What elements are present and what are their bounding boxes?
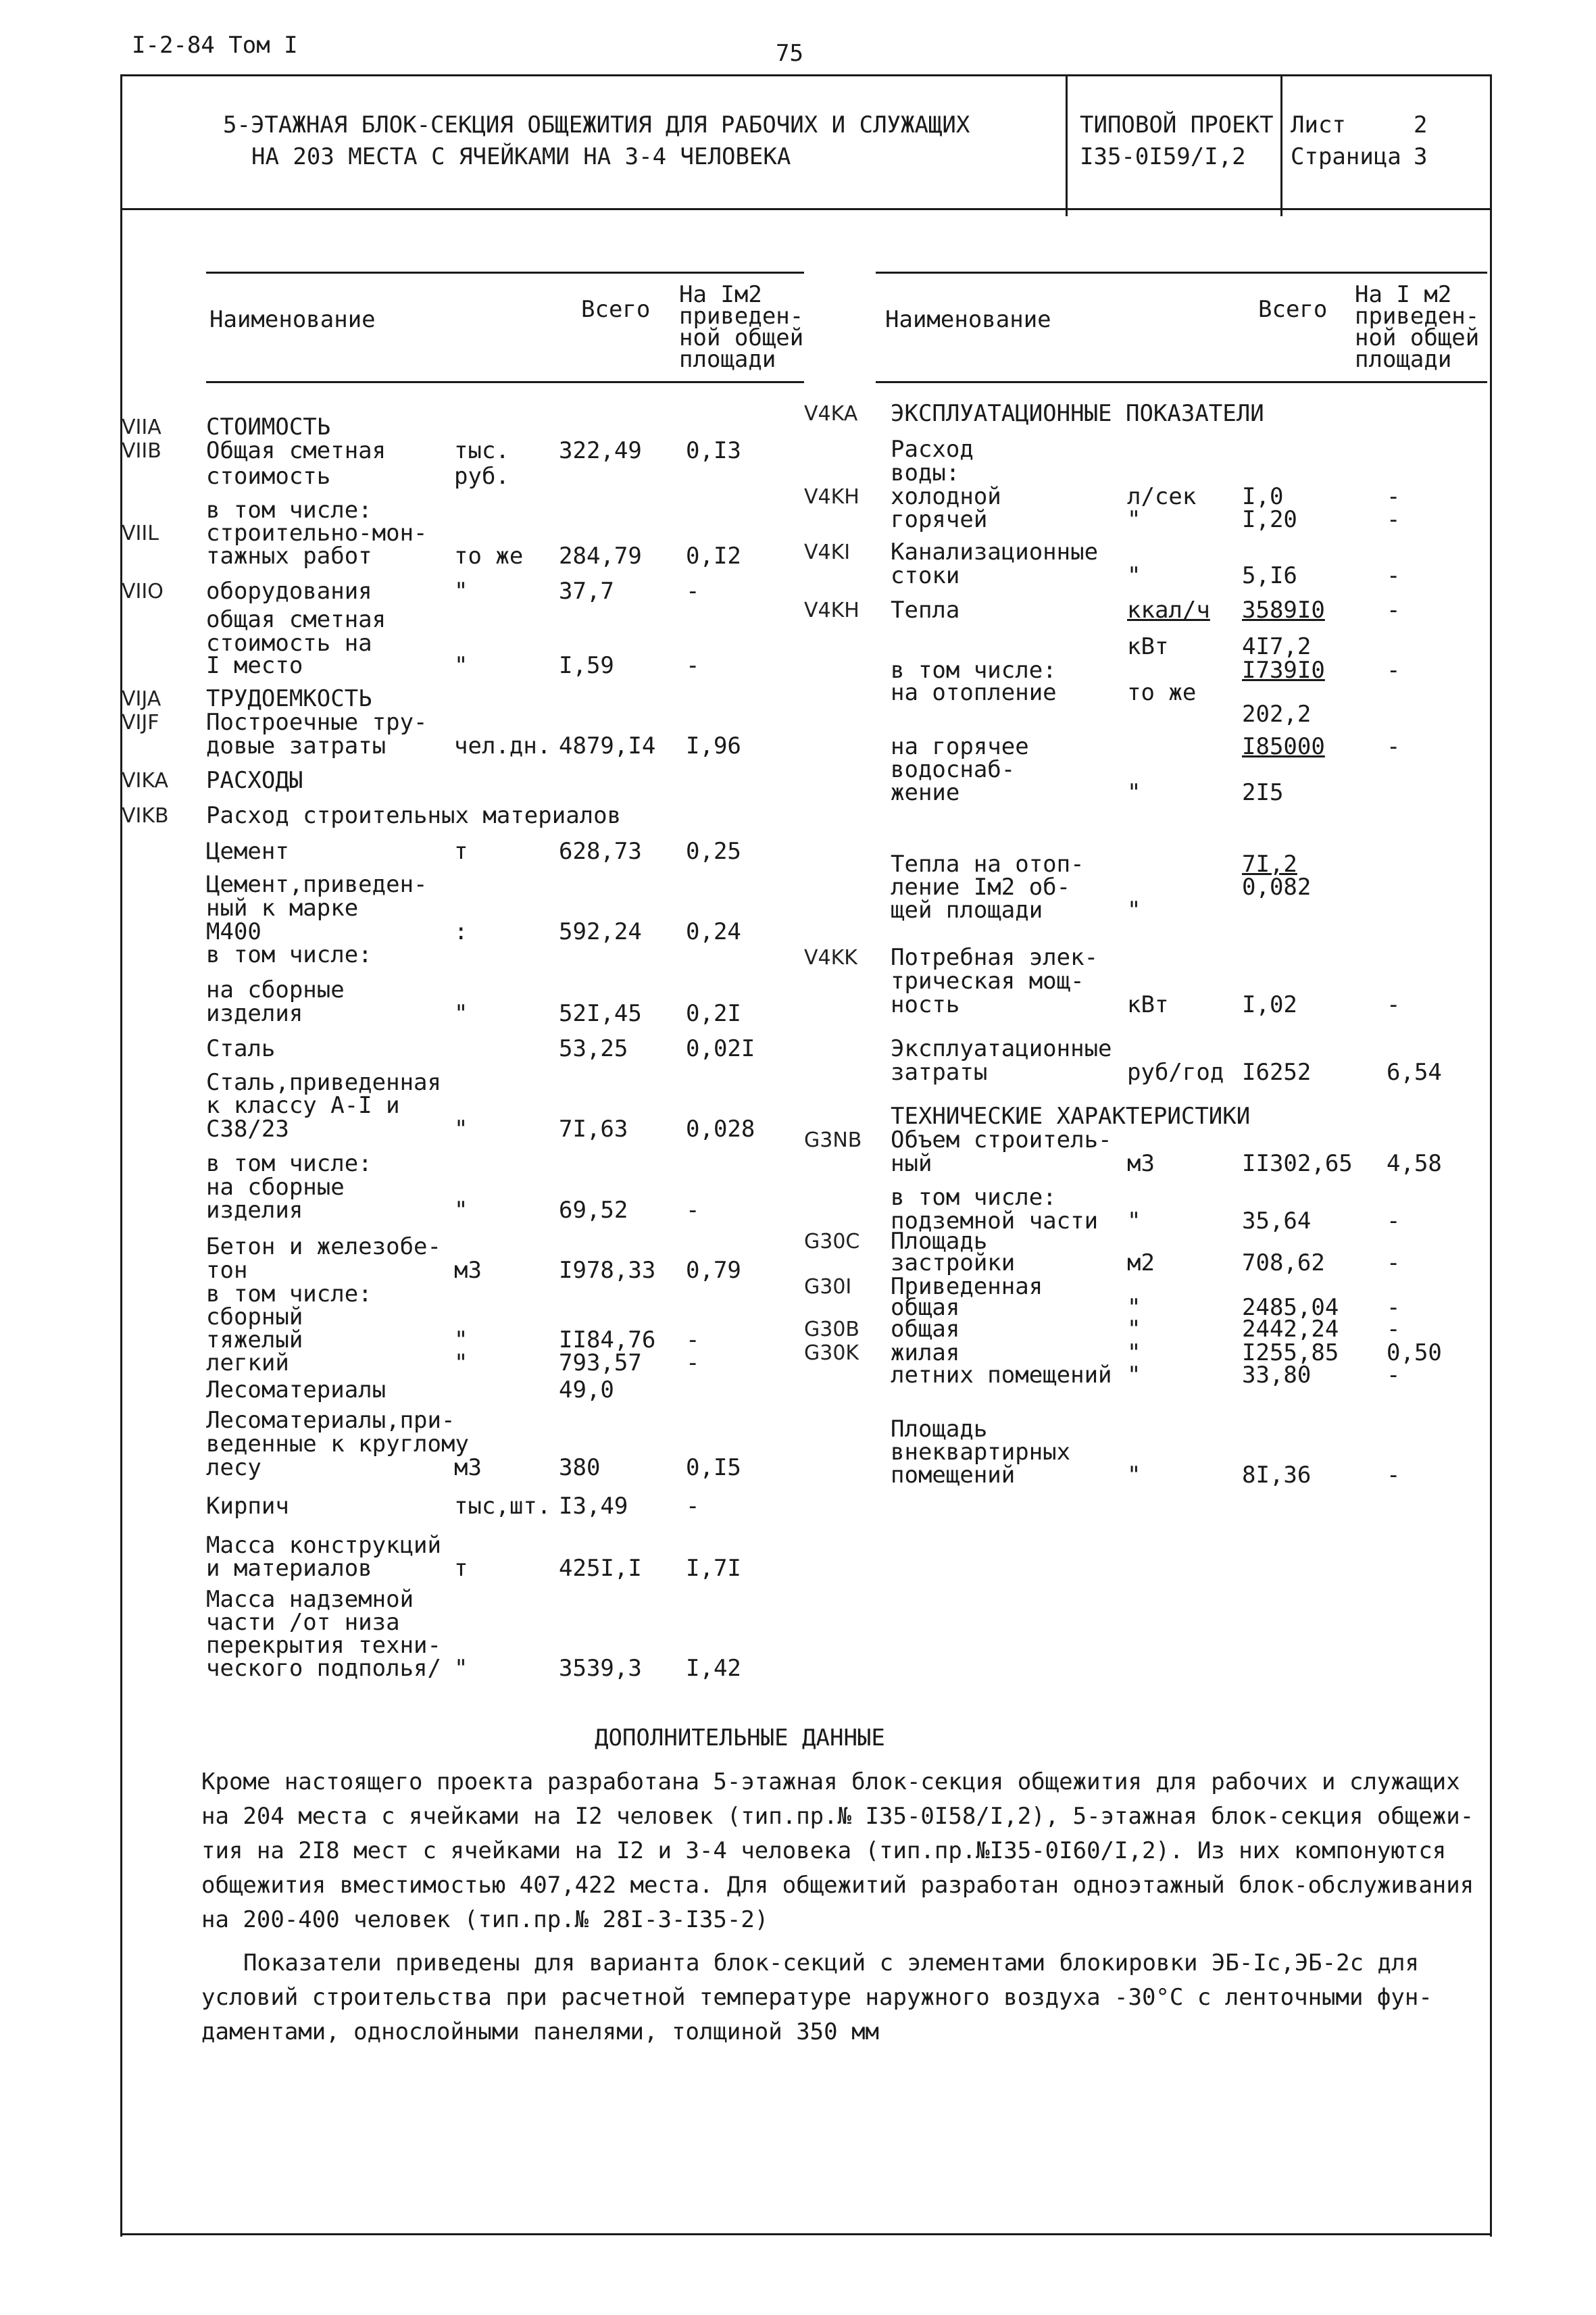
left-table-cell-per: 0,2I: [686, 1000, 741, 1027]
left-table-cell-name: Лесоматериалы,при-: [206, 1407, 455, 1434]
left-table-cell-per: I,42: [686, 1655, 741, 1682]
right-table-cell-per: 0,50: [1387, 1339, 1442, 1366]
left-header-total: Всего: [581, 296, 651, 323]
left-table-cell-name: РАСХОДЫ: [206, 767, 303, 794]
right-table-cell-per: 4,58: [1387, 1150, 1442, 1177]
right-table-cell-total: 35,64: [1242, 1208, 1312, 1235]
right-table-cell-unit: ": [1127, 1339, 1141, 1366]
left-table-cell-unit: тыс,шт.: [454, 1493, 551, 1520]
right-table-cell-name: внеквартирных: [891, 1439, 1071, 1466]
right-table-cell-total: 2442,24: [1242, 1316, 1339, 1343]
left-table-cell-name: Общая сметная: [206, 437, 386, 464]
left-table-cell-total: 284,79: [559, 543, 642, 570]
left-table-cell-name: изделия: [206, 1000, 303, 1027]
right-table-cell-code: V4KH: [804, 599, 859, 622]
left-table-cell-per: I,96: [686, 732, 741, 760]
left-table-cell-name: в том числе:: [206, 941, 372, 968]
left-table-cell-code: VIIO: [122, 580, 164, 603]
left-table-cell-name: довые затраты: [206, 732, 386, 760]
right-table-cell-per: -: [1387, 597, 1401, 624]
right-table-cell-total: 708,62: [1242, 1249, 1325, 1276]
right-table-cell-name: холодной: [891, 483, 1001, 510]
right-header-name: Наименование: [885, 306, 1051, 333]
right-table-cell-total: I,20: [1242, 506, 1297, 533]
sheet-label: Лист: [1291, 111, 1346, 139]
right-table-cell-per: -: [1387, 733, 1401, 760]
additional-heading: ДОПОЛНИТЕЛЬНЫЕ ДАННЫЕ: [595, 1724, 885, 1751]
left-table-cell-per: -: [686, 1197, 700, 1224]
left-table-cell-name: I место: [206, 652, 303, 679]
right-table-cell-unit: ": [1127, 1362, 1141, 1389]
left-table-cell-per: 0,02I: [686, 1035, 755, 1062]
left-table-cell-unit: ": [454, 1349, 468, 1376]
project-number: I35-0I59/I,2: [1080, 143, 1246, 170]
paragraph-line: на 200-400 человек (тип.пр.№ 28I-3-I35-2): [201, 1906, 769, 1933]
right-table-cell-total: 5,I6: [1242, 562, 1297, 589]
right-table-cell-code: G30C: [804, 1230, 860, 1253]
left-table-cell-per: 0,25: [686, 838, 741, 865]
right-table-cell-per: -: [1387, 506, 1401, 533]
right-table-cell-name: Тепла на отоп-: [891, 851, 1084, 878]
left-table-cell-total: I3,49: [559, 1493, 628, 1520]
right-table-cell-name: ный: [891, 1150, 932, 1177]
right-table-cell-name: трическая мощ-: [891, 968, 1084, 995]
left-table-cell-per: 0,I2: [686, 543, 741, 570]
right-table-cell-name: в том числе:: [891, 657, 1057, 684]
right-table-cell-per: -: [1387, 1362, 1401, 1389]
right-table-cell-total: I85000: [1242, 733, 1325, 760]
right-table-cell-per: -: [1387, 1316, 1401, 1343]
left-header-per-m2: [679, 281, 804, 373]
right-table-cell-total: I,02: [1242, 991, 1297, 1018]
left-table-cell-name: перекрытия техни-: [206, 1632, 441, 1659]
right-table-cell-code: G30B: [804, 1318, 860, 1341]
left-table-cell-unit: то же: [454, 543, 524, 570]
left-table-cell-total: 628,73: [559, 838, 642, 865]
left-table-cell-total: 37,7: [559, 578, 614, 605]
left-table-cell-total: 793,57: [559, 1349, 642, 1376]
left-table-cell-unit: чел.дн.: [454, 732, 551, 760]
left-table-cell-name: Масса конструкций: [206, 1532, 441, 1559]
left-table-cell-name: Сталь: [206, 1035, 276, 1062]
right-table-cell-total: 3589I0: [1242, 597, 1325, 624]
right-table-cell-code: V4KA: [804, 402, 858, 426]
left-table-cell-total: 380: [559, 1454, 601, 1481]
left-table-cell-name: оборудования: [206, 578, 372, 605]
left-table-cell-unit: ": [454, 1000, 468, 1027]
right-table-cell-total: 2I5: [1242, 779, 1284, 806]
right-table-cell-total: 33,80: [1242, 1362, 1312, 1389]
right-table-cell-name: щей площади: [891, 897, 1043, 924]
project-label: ТИПОВОЙ ПРОЕКТ: [1080, 111, 1274, 139]
left-table-cell-name: на сборные: [206, 1174, 345, 1201]
right-table-cell-name: общая: [891, 1316, 960, 1343]
left-table-cell-total: I978,33: [559, 1257, 656, 1284]
left-table-cell-code: VIIA: [122, 416, 161, 439]
left-table-cell-total: 4879,I4: [559, 732, 656, 760]
left-table-cell-unit: м3: [454, 1454, 482, 1481]
left-table-cell-code: VIIL: [122, 522, 159, 545]
right-table-cell-total: I255,85: [1242, 1339, 1339, 1366]
right-table-cell-unit: м3: [1127, 1150, 1155, 1177]
right-table-cell-unit: ": [1127, 1294, 1141, 1321]
right-header-per-m2: [1355, 281, 1480, 373]
right-table-cell-per: -: [1387, 991, 1401, 1018]
right-table-cell-total: I,0: [1242, 483, 1284, 510]
page-border-left: [120, 74, 122, 2237]
right-table-cell-unit: ": [1127, 1462, 1141, 1489]
left-table-cell-unit: т: [454, 1555, 468, 1582]
right-table-cell-total: 4I7,2: [1242, 633, 1312, 660]
left-table-cell-total: 53,25: [559, 1035, 628, 1062]
left-table-cell-per: 0,24: [686, 918, 741, 945]
right-table-cell-name: горячей: [891, 506, 988, 533]
left-table-cell-total: 3539,3: [559, 1655, 642, 1682]
left-table-cell-per: -: [686, 578, 700, 605]
left-table-cell-total: 69,52: [559, 1197, 628, 1224]
left-table-cell-per: 0,I3: [686, 437, 741, 464]
right-table-cell-per: -: [1387, 1208, 1401, 1235]
left-table-cell-name: сборный: [206, 1303, 303, 1330]
left-table-cell-total: 425I,I: [559, 1555, 642, 1582]
right-header-per-m2-line-2: приведен-: [1355, 303, 1480, 330]
right-table-cell-per: -: [1387, 562, 1401, 589]
page-label: Страница: [1291, 143, 1401, 170]
right-table-cell-name: Приведенная: [891, 1273, 1043, 1300]
right-table-cell-per: -: [1387, 657, 1401, 684]
left-table-cell-name: ный к марке: [206, 895, 359, 922]
right-header-per-m2-line-3: ной общей: [1355, 324, 1480, 351]
left-table-cell-name: в том числе:: [206, 1150, 372, 1177]
right-table-cell-unit: м2: [1127, 1249, 1155, 1276]
left-table-cell-per: 0,028: [686, 1116, 755, 1143]
left-table-cell-name: Цемент,приведен-: [206, 871, 428, 898]
right-table-cell-unit: л/сек: [1127, 483, 1197, 510]
right-table-cell-name: Канализационные: [891, 539, 1099, 566]
left-table-cell-name: ТРУДОЕМКОСТЬ: [206, 685, 372, 712]
left-table-cell-total: 592,24: [559, 918, 642, 945]
right-table-cell-per: -: [1387, 1249, 1401, 1276]
left-table-cell-name: ческого подполья/: [206, 1655, 441, 1682]
right-table-cell-unit: ккал/ч: [1127, 597, 1210, 624]
left-table-cell-name: части /от низа: [206, 1609, 400, 1636]
right-table-cell-name: воды:: [891, 459, 960, 487]
left-table-cell-per: 0,I5: [686, 1454, 741, 1481]
right-table-cell-name: стоки: [891, 562, 960, 589]
left-table-cell-name: строительно-мон-: [206, 520, 428, 547]
right-table-cell-name: Площадь: [891, 1416, 988, 1443]
left-table-cell-name: стоимость на: [206, 630, 372, 657]
right-table-cell-code: V4KI: [804, 541, 851, 564]
left-table-cell-name: С38/23: [206, 1116, 289, 1143]
right-table-cell-name: Площадь: [891, 1228, 988, 1255]
right-table-cell-code: V4KK: [804, 946, 857, 970]
left-table-cell-total: II84,76: [559, 1326, 656, 1353]
left-table-cell-total: 7I,63: [559, 1116, 628, 1143]
left-table-cell-unit: ": [454, 652, 468, 679]
left-table-cell-per: -: [686, 1349, 700, 1376]
paragraph-line: общежития вместимостью 407,422 места. Для общежитий разработан одноэтажный блок-обслуживания: [201, 1872, 1474, 1899]
right-table-cell-code: G30K: [804, 1341, 859, 1365]
left-table-cell-unit: т: [454, 838, 468, 865]
left-table-cell-unit: м3: [454, 1257, 482, 1284]
paragraph-line: на 204 места с ячейками на I2 человек (тип.пр.№ I35-0I58/I,2), 5-этажная блок-секция общежи-: [201, 1803, 1474, 1830]
left-table-cell-name: общая сметная: [206, 606, 386, 633]
left-table-cell-unit: ": [454, 1197, 468, 1224]
left-table-cell-per: -: [686, 652, 700, 679]
left-header-per-m2-line-1: На Iм2: [679, 281, 762, 308]
right-header-per-m2-line-1: На I м2: [1355, 281, 1452, 308]
left-table-cell-total: 52I,45: [559, 1000, 642, 1027]
right-table-cell-per: -: [1387, 1462, 1401, 1489]
left-table-cell-unit: ": [454, 1655, 468, 1682]
page-value: 3: [1414, 143, 1428, 170]
right-table-cell-name: помещений: [891, 1462, 1016, 1489]
right-table-cell-name: застройки: [891, 1249, 1016, 1276]
right-table-cell-name: Тепла: [891, 597, 960, 624]
right-table-cell-name: затраты: [891, 1059, 988, 1086]
right-table-cell-name: общая: [891, 1294, 960, 1321]
left-table-cell-per: 0,79: [686, 1257, 741, 1284]
right-header-per-m2-line-4: площади: [1355, 346, 1452, 373]
left-table-cell-name: М400: [206, 918, 261, 945]
paragraph-line: условий строительства при расчетной температуре наружного воздуха -30°С с ленточными фун-: [201, 1984, 1432, 2011]
left-table-cell-name: тажных работ: [206, 543, 372, 570]
left-table-cell-name: Расход строительных материалов: [206, 802, 622, 829]
right-table-cell-name: ность: [891, 991, 960, 1018]
right-table-cell-code: G30I: [804, 1275, 852, 1299]
left-table-cell-name: Цемент: [206, 838, 289, 865]
right-table-cell-name: ТЕХНИЧЕСКИЕ ХАРАКТЕРИСТИКИ: [891, 1103, 1251, 1130]
right-table-cell-name: в том числе:: [891, 1184, 1057, 1211]
left-table-cell-name: СТОИМОСТЬ: [206, 414, 331, 441]
left-table-cell-per: -: [686, 1326, 700, 1353]
right-table-cell-name: Объем строитель-: [891, 1126, 1112, 1153]
left-table-cell-unit: тыс.: [454, 437, 509, 464]
left-table-cell-code: VIJA: [122, 687, 161, 711]
left-table-cell-total: 49,0: [559, 1376, 614, 1403]
right-table-cell-per: -: [1387, 483, 1401, 510]
right-table-cell-unit: ": [1127, 562, 1141, 589]
left-table-cell-total: 322,49: [559, 437, 642, 464]
right-table-cell-per: 6,54: [1387, 1059, 1442, 1086]
left-table-cell-code: VIKB: [122, 804, 169, 828]
left-table-cell-code: VIJF: [122, 711, 159, 735]
page-border-right: [1490, 74, 1492, 2237]
right-table-cell-total: I6252: [1242, 1059, 1312, 1086]
paragraph-line: тия на 2I8 мест с ячейками на I2 и 3-4 человека (тип.пр.№I35-0I60/I,2). Из них компонуются: [201, 1837, 1447, 1864]
left-table-cell-name: Кирпич: [206, 1493, 289, 1520]
page-number: 75: [776, 40, 803, 67]
left-table-cell-name: легкий: [206, 1349, 289, 1376]
right-table-cell-name: ЭКСПЛУАТАЦИОННЫЕ ПОКАЗАТЕЛИ: [891, 400, 1264, 427]
left-table-cell-name: в том числе:: [206, 497, 372, 524]
left-table-cell-name: Сталь,приведенная: [206, 1069, 441, 1096]
sheet-value: 2: [1414, 111, 1428, 139]
left-table-cell-per: -: [686, 1493, 700, 1520]
right-table-cell-unit: ": [1127, 1208, 1141, 1235]
right-table-cell-total: I739I0: [1242, 657, 1325, 684]
left-table-cell-name: Лесоматериалы: [206, 1376, 386, 1403]
right-table-cell-total: 0,082: [1242, 874, 1312, 901]
right-table-cell-name: жилая: [891, 1339, 960, 1366]
right-table-cell-total: 202,2: [1242, 701, 1312, 728]
right-header-total: Всего: [1258, 296, 1328, 323]
left-header-name: Наименование: [209, 306, 376, 333]
right-table-cell-unit: ": [1127, 506, 1141, 533]
left-table-cell-unit: ": [454, 1116, 468, 1143]
left-table-cell-name: и материалов: [206, 1555, 372, 1582]
left-header-per-m2-line-2: приведен-: [679, 303, 804, 330]
document-title-line-1: 5-ЭТАЖНАЯ БЛОК-СЕКЦИЯ ОБЩЕЖИТИЯ ДЛЯ РАБОЧИХ И СЛУЖАЩИХ: [223, 111, 970, 139]
left-table-cell-name: тяжелый: [206, 1326, 303, 1353]
left-table-cell-name: тон: [206, 1257, 248, 1284]
right-table-cell-unit: ": [1127, 1316, 1141, 1343]
page-border-bottom: [120, 2233, 1492, 2235]
document-title-line-2: НА 203 МЕСТА С ЯЧЕЙКАМИ НА 3-4 ЧЕЛОВЕКА: [251, 143, 791, 170]
left-table-cell-name: Бетон и железобе-: [206, 1233, 441, 1260]
right-table-cell-unit: то же: [1127, 679, 1197, 706]
left-table-cell-name: лесу: [206, 1454, 261, 1481]
left-header-per-m2-line-4: площади: [679, 346, 776, 373]
right-table-cell-unit: ": [1127, 897, 1141, 924]
right-table-cell-name: жение: [891, 779, 960, 806]
left-header-per-m2-line-3: ной общей: [679, 324, 804, 351]
right-table-cell-code: V4KH: [804, 485, 859, 509]
left-table-cell-code: VIKA: [122, 769, 169, 793]
right-table-cell-code: G3NB: [804, 1128, 862, 1152]
right-table-cell-total: 2485,04: [1242, 1294, 1339, 1321]
right-table-cell-name: водоснаб-: [891, 756, 1016, 783]
right-table-cell-name: Эксплуатационные: [891, 1035, 1112, 1062]
left-table-cell-name: Масса надземной: [206, 1586, 414, 1613]
paragraph-line: даментами, однослойными панелями, толщиной 350 мм: [201, 2018, 880, 2045]
right-table-cell-total: II302,65: [1242, 1150, 1353, 1177]
left-table-cell-code: VIIB: [122, 439, 161, 463]
right-table-cell-total: 8I,36: [1242, 1462, 1312, 1489]
left-table-cell-name: веденные к круглому: [206, 1430, 469, 1458]
right-table-cell-unit: кВт: [1127, 991, 1169, 1018]
right-table-cell-name: летних помещений: [891, 1362, 1112, 1389]
left-table-cell-name: на сборные: [206, 976, 345, 1003]
right-table-cell-name: Расход: [891, 436, 974, 463]
left-table-cell-name: к классу А-I и: [206, 1092, 400, 1119]
right-table-cell-name: на горячее: [891, 733, 1029, 760]
right-table-cell-total: 7I,2: [1242, 851, 1297, 878]
left-table-cell-unit: ": [454, 1326, 468, 1353]
series-label: I-2-84 Том I: [132, 32, 298, 59]
right-table-cell-unit: ": [1127, 779, 1141, 806]
right-table-cell-name: подземной части: [891, 1208, 1099, 1235]
left-table-cell-total: I,59: [559, 652, 614, 679]
right-table-cell-per: -: [1387, 1294, 1401, 1321]
right-table-cell-unit: руб/год: [1127, 1059, 1224, 1086]
left-table-cell-unit: руб.: [454, 463, 509, 490]
right-table-cell-name: Потребная элек-: [891, 944, 1099, 971]
left-table-cell-unit: ": [454, 578, 468, 605]
right-table-cell-name: ление Iм2 об-: [891, 874, 1071, 901]
left-table-cell-name: Построечные тру-: [206, 709, 428, 736]
left-table-cell-per: I,7I: [686, 1555, 741, 1582]
left-table-cell-name: изделия: [206, 1197, 303, 1224]
paragraph-line: Кроме настоящего проекта разработана 5-этажная блок-секция общежития для рабочих и служащих: [201, 1768, 1460, 1795]
right-table-cell-name: на отопление: [891, 679, 1057, 706]
left-table-cell-unit: :: [454, 918, 468, 945]
left-table-cell-name: в том числе:: [206, 1280, 372, 1308]
paragraph-line: Показатели приведены для варианта блок-секций с элементами блокировки ЭБ-Iс,ЭБ-2с для: [243, 1949, 1419, 1976]
left-table-cell-name: стоимость: [206, 463, 331, 490]
right-table-cell-unit: кВт: [1127, 633, 1169, 660]
